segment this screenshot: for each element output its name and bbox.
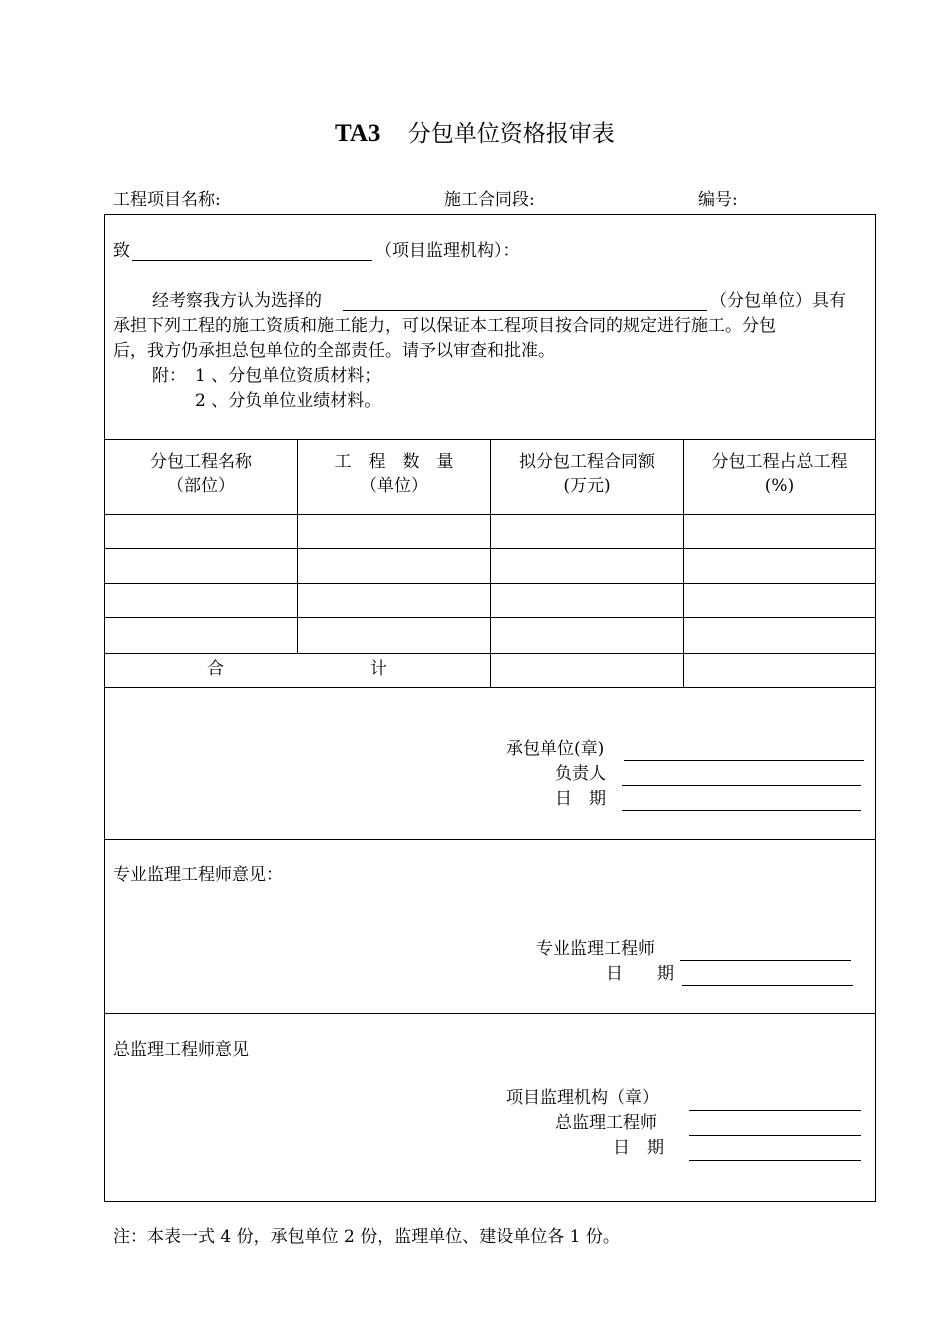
supervision-agency-field[interactable] <box>689 1092 861 1111</box>
specialist-opinion-label: 专业监理工程师意见： <box>113 865 283 885</box>
total-label-right: 计 <box>370 659 387 679</box>
specialist-date-label: 日 期 <box>606 964 674 984</box>
responsible-person-field[interactable] <box>622 767 861 786</box>
specialist-date-field[interactable] <box>682 967 853 986</box>
to-recipient-field[interactable] <box>132 242 372 261</box>
attachment-1: 1 、分包单位资质材料； <box>195 366 382 386</box>
page-title <box>335 121 615 146</box>
chief-date-label: 日 期 <box>613 1138 664 1158</box>
contractor-unit-label: 承包单位(章) <box>506 739 605 759</box>
contractor-date-label: 日 期 <box>555 789 606 809</box>
to-prefix: 致 <box>113 241 130 261</box>
table-row[interactable] <box>105 549 875 583</box>
table-row[interactable] <box>105 515 875 548</box>
form-code: TA3 <box>335 120 381 147</box>
chief-engineer-label: 总监理工程师 <box>555 1113 657 1133</box>
paragraph-tail: （分包单位）具有 <box>710 291 846 311</box>
table-row[interactable] <box>105 618 875 653</box>
specialist-engineer-field[interactable] <box>680 942 851 961</box>
col-header-amount: 拟分包工程合同额 (万元) <box>519 452 655 496</box>
specialist-engineer-label: 专业监理工程师 <box>536 939 655 959</box>
number-label: 编号: <box>698 190 738 210</box>
col-header-name: 分包工程名称 （部位） <box>150 452 252 496</box>
table-row[interactable] <box>105 584 875 617</box>
paragraph-line-3: 后，我方仍承担总包单位的全部责任。请予以审查和批准。 <box>113 341 555 361</box>
contractor-date-field[interactable] <box>622 792 861 811</box>
subcontractor-name-field[interactable] <box>343 292 707 311</box>
total-label-left: 合 <box>207 659 224 679</box>
supervision-agency-label: 项目监理机构（章） <box>506 1088 659 1108</box>
paragraph-line-2: 承担下列工程的施工资质和施工能力，可以保证本工程项目按合同的规定进行施工。分包 <box>113 316 776 336</box>
contract-section-label: 施工合同段: <box>444 190 535 210</box>
col-header-quantity: 工 程 数 量 （单位） <box>334 452 454 496</box>
responsible-person-label: 负责人 <box>555 764 606 784</box>
to-suffix: （项目监理机构）： <box>375 241 520 261</box>
col-header-percent: 分包工程占总工程 (%) <box>711 452 848 496</box>
attachment-label: 附： <box>152 366 186 386</box>
project-name-label: 工程项目名称: <box>113 190 221 210</box>
form-title: 分包单位资格报审表 <box>407 121 615 147</box>
contractor-unit-field[interactable] <box>624 742 864 761</box>
chief-date-field[interactable] <box>689 1142 861 1161</box>
attachment-2: 2 、分负单位业绩材料。 <box>195 391 382 411</box>
chief-opinion-label: 总监理工程师意见 <box>113 1040 249 1060</box>
footnote: 注：本表一式 4 份，承包单位 2 份，监理单位、建设单位各 1 份。 <box>113 1227 620 1247</box>
chief-engineer-field[interactable] <box>689 1117 861 1136</box>
paragraph-lead: 经考察我方认为选择的 <box>152 291 322 311</box>
